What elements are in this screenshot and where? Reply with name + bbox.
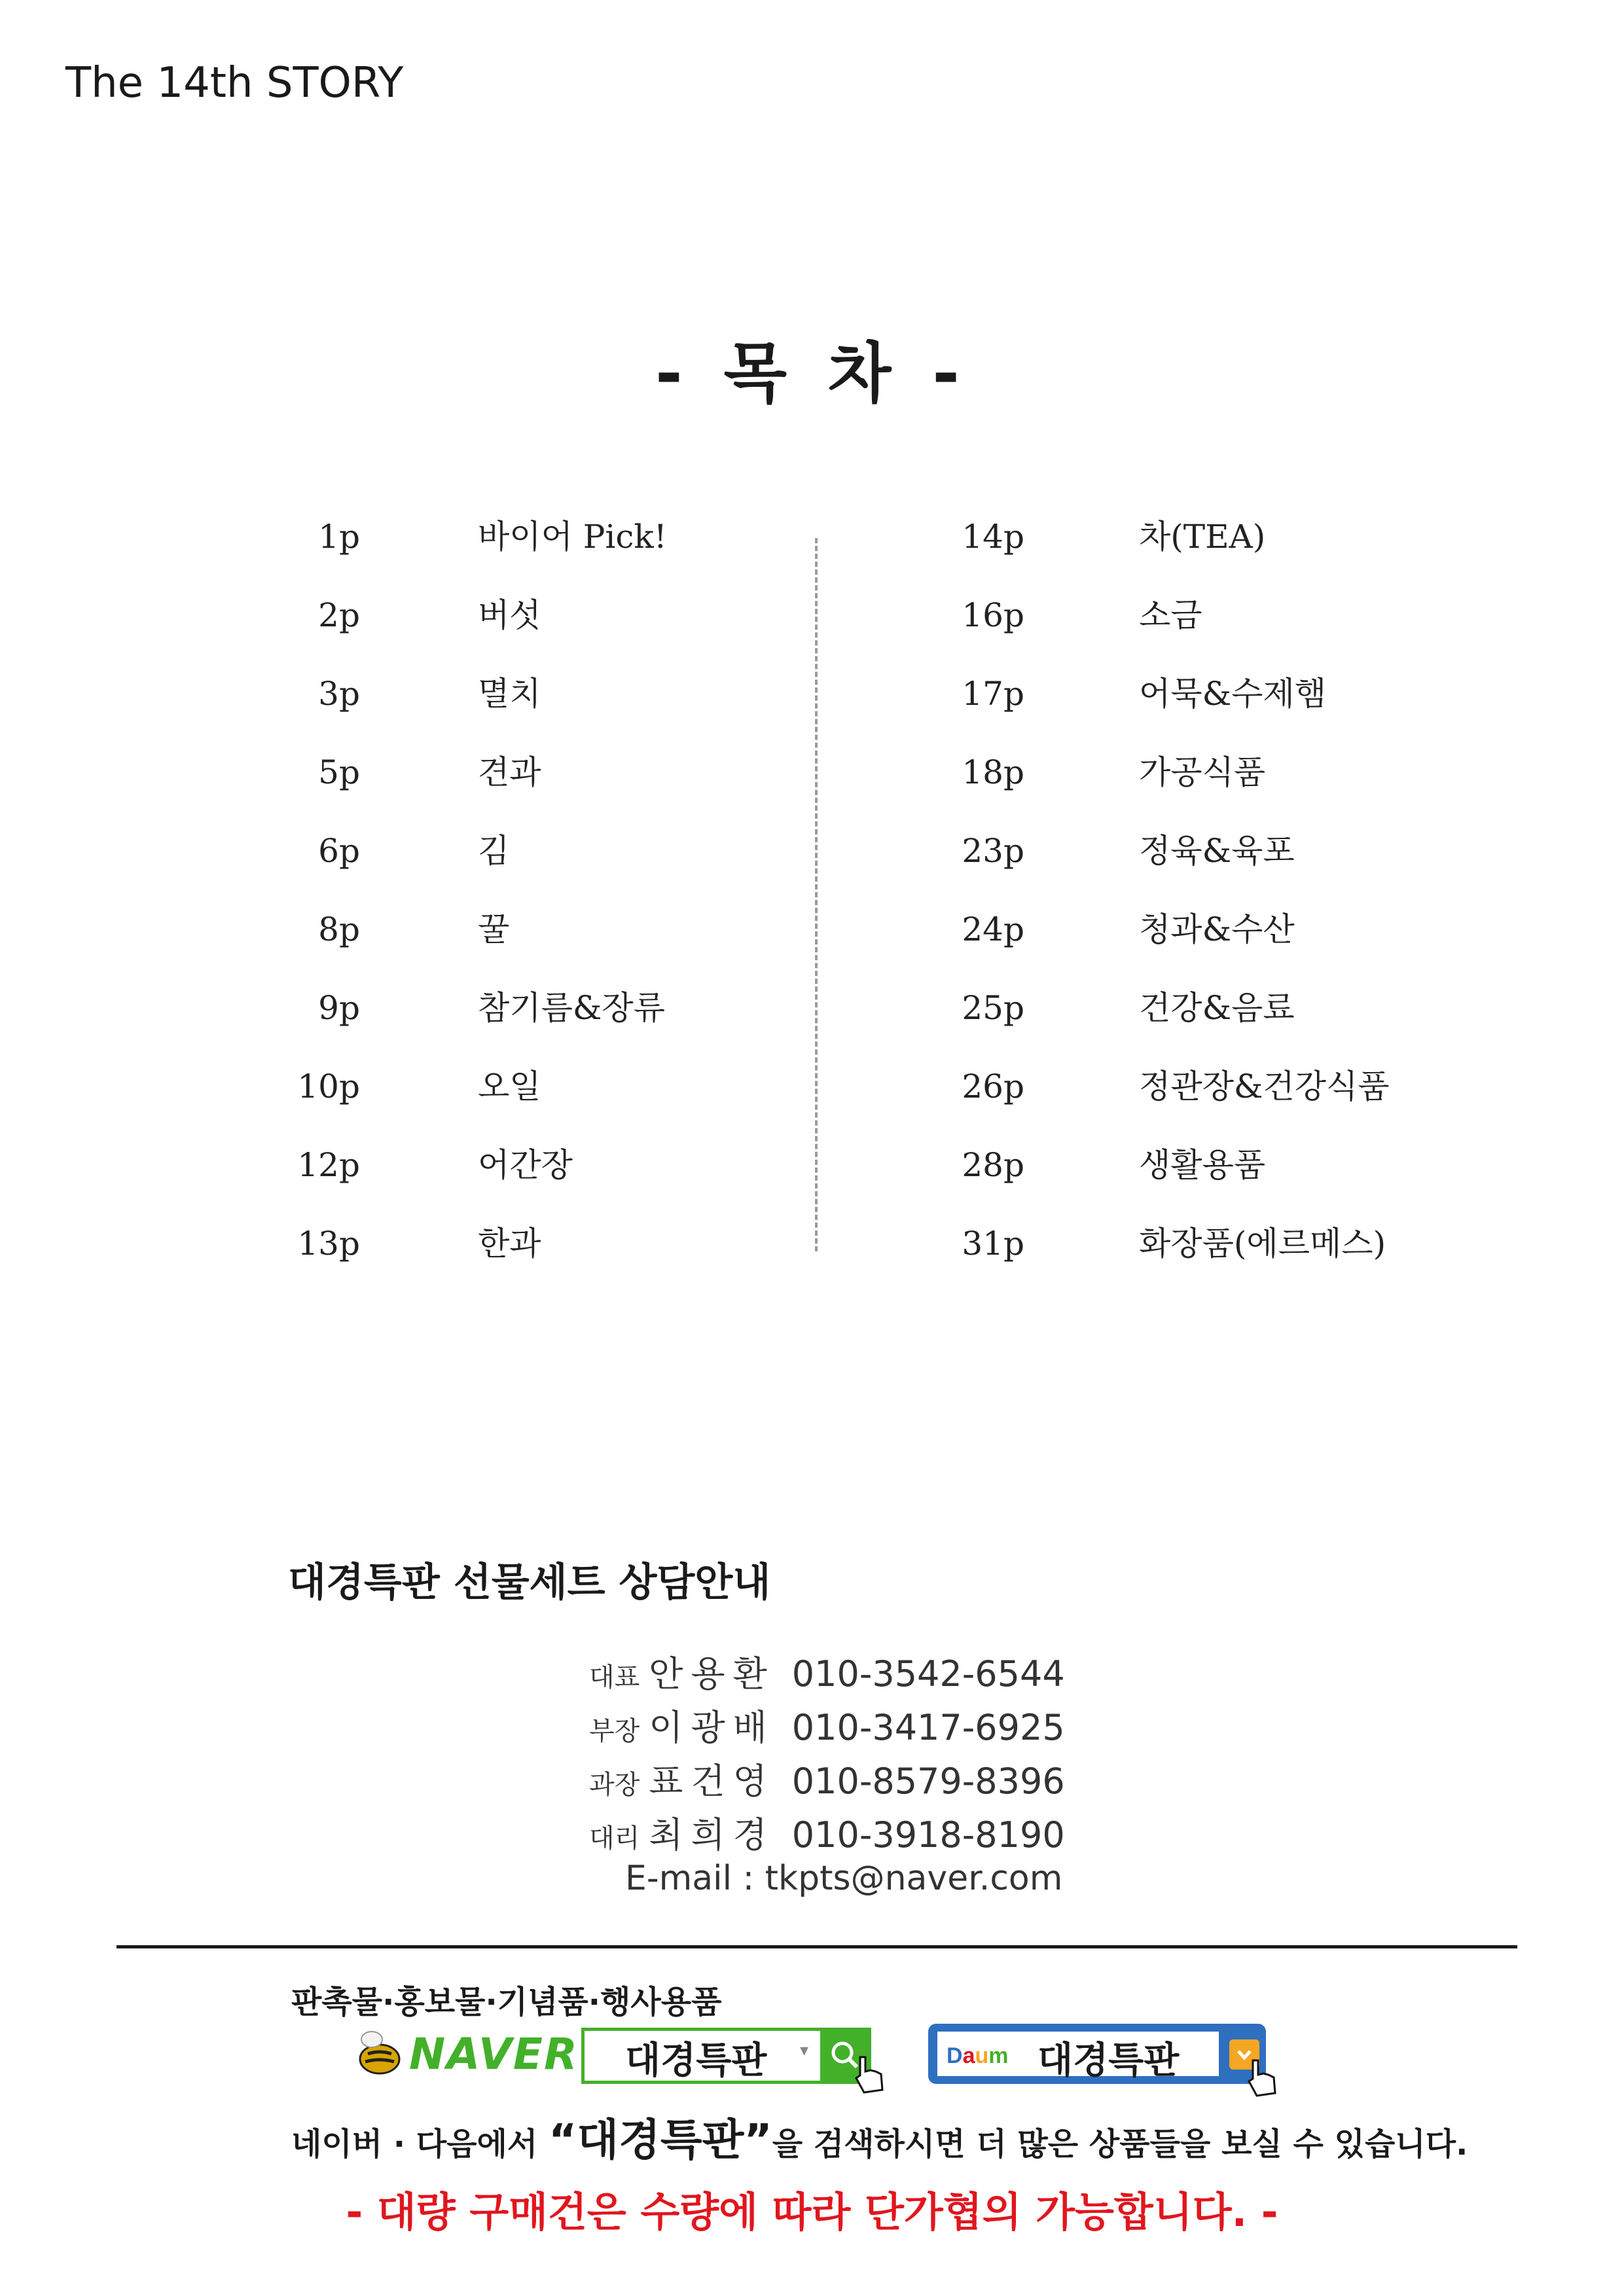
toc-item: 어묵&수제햄 xyxy=(1139,675,1327,713)
toc-item: 가공식품 xyxy=(1139,753,1266,791)
contact-name: 표건영 xyxy=(649,1761,775,1802)
daum-search-text: 대경특판 xyxy=(1038,2039,1180,2082)
toc-item: 참기름&장류 xyxy=(478,989,666,1027)
toc-page: 13p xyxy=(297,1225,360,1263)
contact-row xyxy=(589,1646,1065,1696)
contact-name: 이광배 xyxy=(649,1707,775,1748)
toc-item: 차(TEA) xyxy=(1139,518,1266,556)
naver-search-text: 대경특판 xyxy=(625,2039,767,2082)
contact-name: 안용환 xyxy=(649,1653,775,1695)
contact-role: 대리 xyxy=(589,1823,640,1854)
hand-cursor-icon xyxy=(1244,2055,1283,2104)
toc-item: 화장품(에르메스) xyxy=(1139,1225,1386,1263)
contact-name: 최희경 xyxy=(649,1814,775,1856)
toc-item: 김 xyxy=(478,832,510,870)
toc-page: 17p xyxy=(962,675,1024,713)
toc-page: 12p xyxy=(297,1146,360,1184)
toc-page: 10p xyxy=(297,1067,360,1105)
toc-item: 정관장&건강식품 xyxy=(1139,1067,1390,1105)
toc-page: 24p xyxy=(962,910,1024,948)
toc-item: 버섯 xyxy=(478,596,541,634)
toc-item: 오일 xyxy=(478,1067,541,1105)
toc-item: 생활용품 xyxy=(1139,1146,1266,1184)
toc-page: 1p xyxy=(318,518,360,556)
daum-logo xyxy=(944,2038,1022,2071)
contact-email: E-mail : tkpts@naver.com xyxy=(625,1859,1063,1898)
toc-item: 소금 xyxy=(1139,596,1202,634)
search-keyword: “대경특판” xyxy=(548,2115,772,2165)
toc-item: 멸치 xyxy=(478,675,541,713)
toc-item: 정육&육포 xyxy=(1139,832,1295,870)
toc-page: 3p xyxy=(318,675,360,713)
dropdown-arrow-icon: ▾ xyxy=(800,2041,809,2060)
toc-title: - 목 차 - xyxy=(655,335,969,412)
toc-item: 어간장 xyxy=(478,1146,573,1184)
search-message-prefix: 네이버 · 다음에서 xyxy=(291,2126,549,2162)
contact-row xyxy=(589,1700,1065,1750)
contact-phone: 010-3542-6544 xyxy=(791,1653,1065,1695)
naver-logo: NAVER xyxy=(409,2029,579,2079)
contact-role: 부장 xyxy=(589,1716,640,1746)
search-message-suffix: 을 검색하시면 더 많은 상품들을 보실 수 있습니다. xyxy=(772,2126,1468,2162)
contact-phone: 010-3918-8190 xyxy=(791,1814,1065,1856)
toc-page: 5p xyxy=(318,753,360,791)
toc-page: 2p xyxy=(318,596,360,634)
toc-page: 23p xyxy=(962,832,1024,870)
toc-page: 28p xyxy=(962,1146,1024,1184)
toc-page: 25p xyxy=(962,989,1024,1027)
toc-page: 16p xyxy=(962,596,1024,634)
bulk-order-notice: - 대량 구매건은 수량에 따라 단가협의 가능합니다. - xyxy=(346,2188,1278,2236)
naver-bee-icon xyxy=(353,2026,405,2081)
toc-item: 청과&수산 xyxy=(1139,910,1295,948)
contact-row xyxy=(589,1753,1065,1804)
promo-categories: 판촉물·홍보물·기념품·행사용품 xyxy=(291,1984,722,2020)
toc-page: 6p xyxy=(318,832,360,870)
section-divider xyxy=(117,1945,1517,1948)
contact-row xyxy=(589,1807,1065,1857)
toc-column-divider xyxy=(815,538,818,1251)
toc-page: 9p xyxy=(318,989,360,1027)
contact-phone: 010-8579-8396 xyxy=(791,1761,1065,1802)
toc-item: 건강&음료 xyxy=(1139,989,1295,1027)
contact-role: 대표 xyxy=(589,1662,640,1693)
search-message xyxy=(291,2105,1468,2167)
toc-item: 꿀 xyxy=(478,910,510,948)
toc-page: 26p xyxy=(962,1067,1024,1105)
svg-text:Daum: Daum xyxy=(947,2043,1009,2068)
toc-page: 31p xyxy=(962,1225,1024,1263)
toc-item: 견과 xyxy=(478,753,541,791)
hand-cursor-icon xyxy=(851,2052,890,2100)
contact-phone: 010-3417-6925 xyxy=(791,1707,1065,1748)
toc-item: 바이어 Pick! xyxy=(478,518,667,556)
toc-page: 8p xyxy=(318,910,360,948)
consult-title: 대경특판 선물세트 상담안내 xyxy=(288,1560,771,1605)
toc-page: 14p xyxy=(962,518,1024,556)
contact-role: 과장 xyxy=(589,1770,640,1800)
toc-item: 한과 xyxy=(478,1225,541,1263)
toc-page: 18p xyxy=(962,753,1024,791)
story-label: The 14th STORY xyxy=(65,59,404,107)
